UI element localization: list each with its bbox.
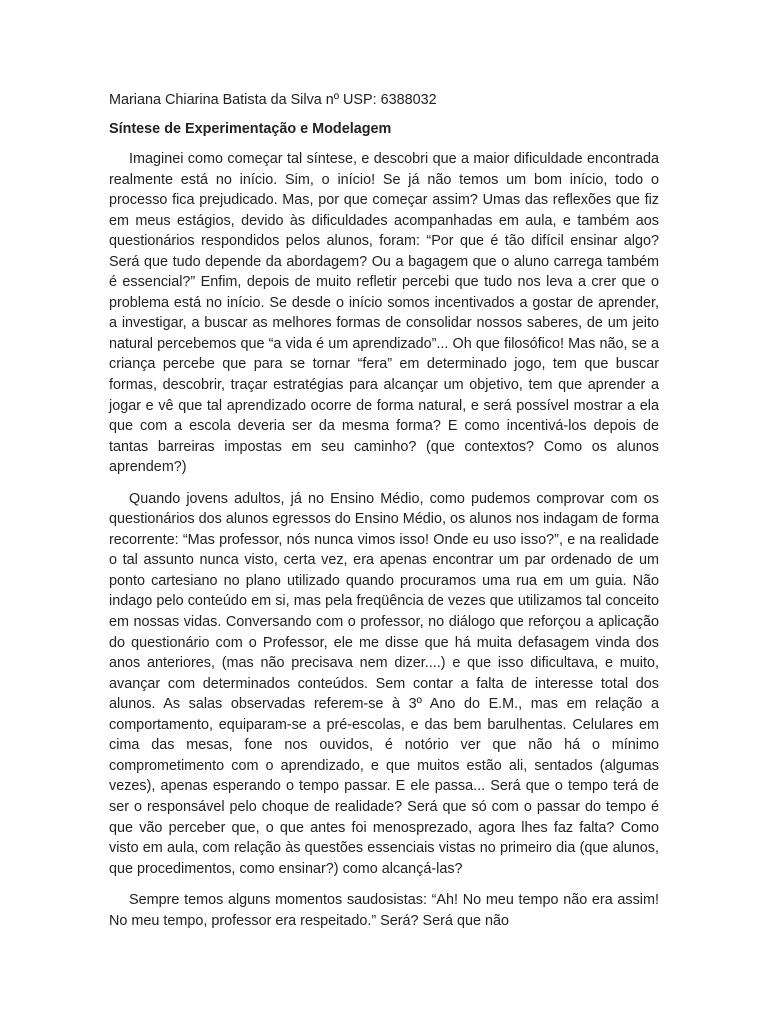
author-line: Mariana Chiarina Batista da Silva nº USP: 6388032	[109, 92, 437, 108]
document-body	[109, 90, 659, 931]
paragraph-3: Sempre temos alguns momentos saudosistas: “Ah! No meu tempo não era assim! No meu tempo, professor era respeitado.” Será? Será que não	[109, 892, 659, 929]
document-title: Síntese de Experimentação e Modelagem	[109, 120, 392, 137]
paragraph-2: Quando jovens adultos, já no Ensino Médio, como pudemos comprovar com os questionários dos alunos egressos do Ensino Médio, os alunos nos indagam de forma recorrente: “Mas professor, nós nunca vimos isso! Onde eu uso isso?”, e na realidade o tal assunto nunca visto, certa vez, era apenas encontrar um par ordenado de um ponto cartesiano no plano utilizado quando procuramos uma rua em um guia. Não indago pelo conteúdo em si, mas pela freqüência de vezes que utilizamos tal conceito em nossas vidas. Conversando com o professor, no diálogo que reforçou a aplicação do questionário com o Professor, ele me disse que há muita defasagem vinda dos anos anteriores, (mas não precisava nem dizer....) e que isso dificultava, e muito, avançar com determinados conteúdos. Sem contar a falta de interesse total dos alunos. As salas observadas referem-se à 3º Ano do E.M., mas em relação a comportamento, equiparam-se a pré-escolas, e das bem barulhentas. Celulares em cima das mesas, fone nos ouvidos, é notório ver que não há o mínimo comprometimento com o aprendizado, e que muitos estão ali, sentados (algumas vezes), apenas esperando o tempo passar. E ele passa... Será que o tempo terá de ser o responsável pelo choque de realidade? Será que só com o passar do tempo é que vão perceber que, o que antes foi menosprezado, agora lhes faz falta? Como visto em aula, com relação às questões essenciais vistas no primeiro dia (que alunos, que procedimentos, como ensinar?) como alcançá-las?	[109, 490, 659, 877]
paragraph-1: Imaginei como começar tal síntese, e descobri que a maior dificuldade encontrada realmente está no início. Sim, o início! Se já não temos um bom início, todo o processo fica prejudicado. Mas, por que começar assim? Umas das reflexões que fiz em meus estágios, devido às dificuldades acompanhadas em aula, e também aos questionários respondidos pelos alunos, foram: “Por que é tão difícil ensinar algo? Será que tudo depende da abordagem? Ou a bagagem que o aluno carrega também é essencial?” Enfim, depois de muito refletir percebi que tudo nos leva a crer que o problema está no início. Se desde o início somos incentivados a gostar de aprender, a investigar, a buscar as melhores formas de consolidar nossos saberes, de um jeito natural percebemos que “a vida é um aprendizado”... Oh que filosófico! Mas não, se a criança percebe que para se tornar “fera” em determinado jogo, tem que buscar formas, descobrir, traçar estratégias para alcançar um objetivo, tem que aprender a jogar e vê que tal aprendizado ocorre de forma natural, e será possível mostrar a ela que com a escola deveria ser da mesma forma? E como incentivá-los depois de tantas barreiras impostas em seu caminho? (que contextos? Como os alunos aprendem?)	[109, 151, 659, 476]
